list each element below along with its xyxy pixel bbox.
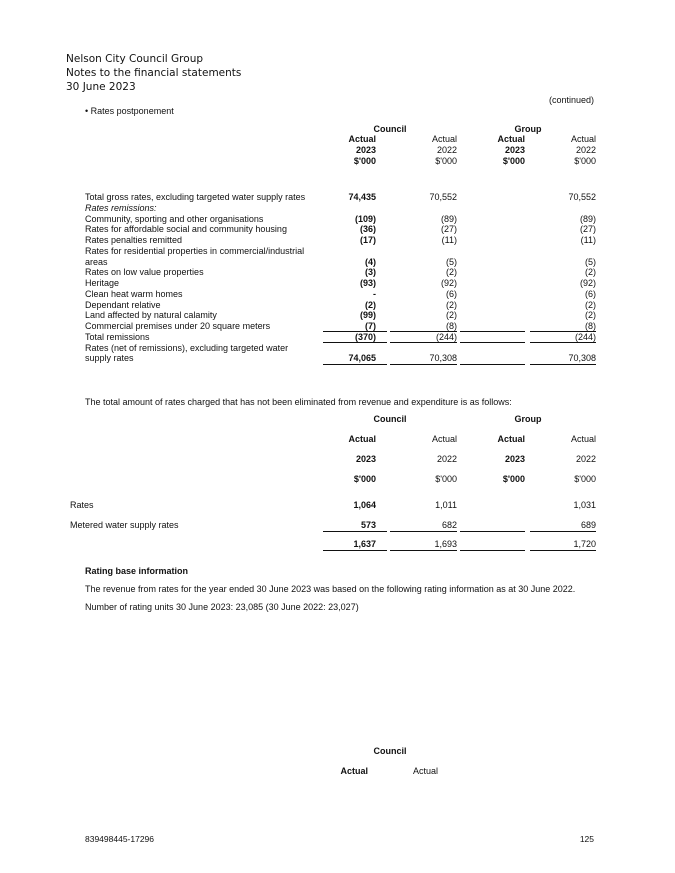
cell-c23: 74,065 <box>348 353 376 364</box>
cell-c23: (109) <box>354 213 376 224</box>
cell-c22: (11) <box>441 235 457 245</box>
total-rule <box>323 550 387 551</box>
cell-c22: (2) <box>446 310 457 321</box>
council-group-header: Council <box>373 124 407 134</box>
col-header-2-c22-1: 2022 <box>436 454 457 464</box>
row-label: Rates for residential properties in commercial/industrial <box>85 245 305 256</box>
subtotal-rule <box>460 531 525 532</box>
subtotal-rule <box>390 531 457 532</box>
cell-c22: (244) <box>435 331 457 342</box>
cell-g22: (92) <box>579 278 596 288</box>
rating-base-heading: Rating base information <box>85 566 189 576</box>
col-header-g23-l1: Actual <box>497 134 525 144</box>
total-rule <box>530 342 596 343</box>
section2-intro: The total amount of rates charged that has not been eliminated from revenue and expenditure is as follows: <box>85 397 512 407</box>
cell-c22: (5) <box>446 256 457 267</box>
col-header-g23-l3: $'000 <box>502 156 525 166</box>
council-group-header-2: Council <box>373 414 407 424</box>
cell-c22: 70,308 <box>429 353 457 364</box>
total-g22: 1,720 <box>573 539 596 549</box>
col-header-2-c23-2: $'000 <box>353 474 376 484</box>
col-header-c22-l2: 2022 <box>436 145 457 155</box>
group-group-header: Group <box>514 124 542 134</box>
col-header-g22-l1: Actual <box>570 134 596 144</box>
total-c23: 1,637 <box>353 539 376 549</box>
col-header-c23-l1: Actual <box>348 134 376 144</box>
row-label: Rates penalties remitted <box>85 235 183 245</box>
cell-g22: (2) <box>585 310 596 321</box>
cell-c22: (6) <box>446 288 457 299</box>
total-rule <box>530 550 596 551</box>
col-header-2-g23-1: 2023 <box>504 454 525 464</box>
page-number: 125 <box>579 834 594 844</box>
doc-date: 30 June 2023 <box>66 81 136 93</box>
row-label: Rates on low value properties <box>85 267 204 278</box>
col-header-g22-l2: 2022 <box>575 145 596 155</box>
grand-total-rule <box>323 364 387 365</box>
rating-units-text: Number of rating units 30 June 2023: 23,085 (30 June 2022: 23,027) <box>85 602 359 612</box>
row-label: Land affected by natural calamity <box>85 310 217 321</box>
subtotal-rule <box>530 531 596 532</box>
document-id: 839498445-17296 <box>85 834 155 844</box>
row-label: Rates <box>70 500 94 510</box>
total-c22: 1,693 <box>434 539 457 549</box>
grand-total-rule <box>530 364 596 365</box>
cell-g22: 70,552 <box>568 192 596 202</box>
cell-g22: 1,031 <box>573 500 596 510</box>
org-name: Nelson City Council Group <box>66 53 204 65</box>
col-header-2-g22-0: Actual <box>570 434 596 444</box>
row-label: Heritage <box>85 278 120 288</box>
col-header-g22-l3: $'000 <box>574 156 596 166</box>
col-header-2-g22-2: $'000 <box>574 474 596 484</box>
row-label: Metered water supply rates <box>70 520 179 530</box>
row-label: Total remissions <box>85 331 150 342</box>
cell-c23: (36) <box>359 224 376 235</box>
subtotal-rule <box>390 331 457 332</box>
row-label: Rates (net of remissions), excluding targeted water <box>85 342 289 353</box>
cell-g22: 70,308 <box>568 353 596 364</box>
cell-c22: (27) <box>440 224 457 235</box>
cell-c23: (2) <box>365 299 376 310</box>
doc-title: Notes to the financial statements <box>66 67 242 79</box>
cell-c22: 1,011 <box>435 500 457 510</box>
total-rule <box>390 342 457 343</box>
row-label: Commercial premises under 20 square meters <box>85 321 271 331</box>
col-header-c23-l3: $'000 <box>353 156 376 166</box>
row-label: Total gross rates, excluding targeted water supply rates <box>85 192 306 202</box>
total-rule <box>390 550 457 551</box>
col-actual-2022-header-3: Actual <box>412 766 438 776</box>
cell-g22: (27) <box>579 224 596 235</box>
subtotal-rule <box>530 331 596 332</box>
col-actual-2023-header-3: Actual <box>340 766 368 776</box>
council-group-header-3: Council <box>373 746 407 756</box>
row-label: Rates for affordable social and community housing <box>85 224 287 235</box>
col-header-2-c22-2: $'000 <box>435 474 457 484</box>
col-header-2-c23-1: 2023 <box>355 454 376 464</box>
cell-c23: (93) <box>359 278 376 288</box>
cell-c23: (3) <box>365 267 376 278</box>
cell-g22: (8) <box>585 321 596 331</box>
col-header-2-c22-0: Actual <box>431 434 457 444</box>
cell-c23: (99) <box>359 310 376 321</box>
cell-c23: (17) <box>359 235 376 245</box>
cell-c22: 682 <box>441 520 457 530</box>
cell-g22: (2) <box>585 267 596 278</box>
cell-c23: 1,064 <box>353 500 376 510</box>
cell-c23: (4) <box>365 256 376 267</box>
cell-c22: (89) <box>440 213 457 224</box>
total-rule <box>460 550 525 551</box>
cell-c22: (8) <box>446 321 457 331</box>
cell-g22: 689 <box>580 520 596 530</box>
total-rule <box>323 342 387 343</box>
row-label: supply rates <box>85 353 134 364</box>
cell-c23: (370) <box>354 331 376 342</box>
row-label: Dependant relative <box>85 299 161 310</box>
cell-g22: (244) <box>574 331 596 342</box>
cell-g22: (11) <box>580 235 596 245</box>
cell-c23: 74,435 <box>348 192 376 202</box>
grand-total-rule <box>460 364 525 365</box>
total-rule <box>460 342 525 343</box>
grand-total-rule <box>390 364 457 365</box>
rating-base-text: The revenue from rates for the year ended 30 June 2023 was based on the following rating information as at 30 June 2022. <box>85 584 576 594</box>
col-header-2-c23-0: Actual <box>348 434 376 444</box>
cell-g22: (2) <box>585 299 596 310</box>
row-label: Clean heat warm homes <box>85 288 183 299</box>
cell-c22: (2) <box>446 299 457 310</box>
cell-c22: (2) <box>446 267 457 278</box>
row-label: Rates remissions: <box>85 202 157 213</box>
cell-c23: - <box>373 288 376 299</box>
row-label: areas <box>85 256 108 267</box>
col-header-c22-l3: $'000 <box>435 156 457 166</box>
row-label: Community, sporting and other organisations <box>85 213 264 224</box>
cell-g22: (6) <box>585 288 596 299</box>
group-group-header-2: Group <box>514 414 542 424</box>
cell-c22: (92) <box>440 278 457 288</box>
col-header-g23-l2: 2023 <box>504 145 525 155</box>
cell-c23: 573 <box>360 520 376 530</box>
subtotal-rule <box>460 331 525 332</box>
col-header-2-g22-1: 2022 <box>575 454 596 464</box>
section-title-rates-postponement: • Rates postponement <box>85 106 174 116</box>
subtotal-rule <box>323 531 387 532</box>
col-header-c22-l1: Actual <box>431 134 457 144</box>
cell-c22: 70,552 <box>429 192 457 202</box>
subtotal-rule <box>323 331 387 332</box>
continued-label: (continued) <box>548 95 594 105</box>
cell-c23: (7) <box>365 321 376 331</box>
col-header-2-g23-0: Actual <box>497 434 525 444</box>
col-header-2-g23-2: $'000 <box>502 474 525 484</box>
cell-g22: (89) <box>579 213 596 224</box>
col-header-c23-l2: 2023 <box>355 145 376 155</box>
cell-g22: (5) <box>585 256 596 267</box>
